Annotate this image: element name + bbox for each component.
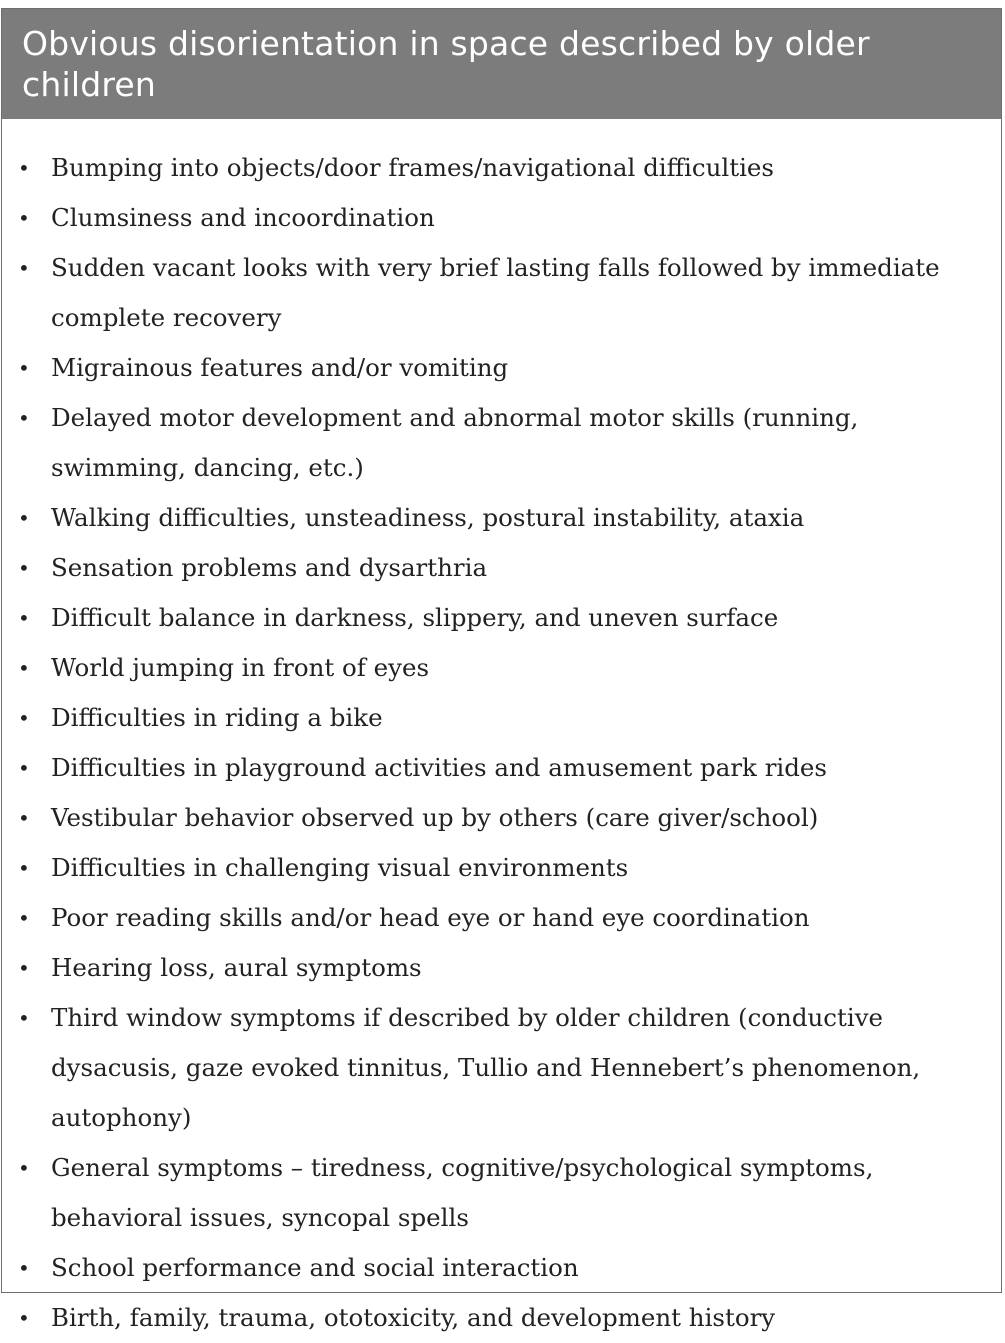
bullet-icon: • (18, 906, 30, 930)
list-item-text: Bumping into objects/door frames/navigational difficulties (51, 153, 774, 182)
list-item-text: Birth, family, trauma, ototoxicity, and development history (51, 1303, 776, 1332)
list-item (2, 893, 1001, 943)
list-item-text: Delayed motor development and abnormal motor skills (running, swimming, dancing, etc.) (51, 403, 859, 482)
bullet-icon: • (18, 356, 30, 380)
bullet-icon: • (18, 956, 30, 980)
bullet-icon: • (18, 756, 30, 780)
list-item-text: Third window symptoms if described by older children (conductive dysacusis, gaze evoked tinnitus, Tullio and Hennebert’s phenomenon, autophony) (51, 1003, 921, 1132)
list-item (2, 243, 1001, 343)
list-item-text: Walking difficulties, unsteadiness, postural instability, ataxia (51, 503, 805, 532)
list-item (2, 793, 1001, 843)
list-item-text: Vestibular behavior observed up by others (care giver/school) (51, 803, 819, 832)
bullet-icon: • (18, 856, 30, 880)
bullet-icon: • (18, 706, 30, 730)
bullet-icon: • (18, 406, 30, 430)
bullet-icon: • (18, 606, 30, 630)
list-item (2, 493, 1001, 543)
table-title: Obvious disorientation in space described by older children (22, 24, 870, 104)
list-item-text: Difficult balance in darkness, slippery, and uneven surface (51, 603, 779, 632)
list-item-text: Poor reading skills and/or head eye or hand eye coordination (51, 903, 810, 932)
list-item-text: School performance and social interaction (51, 1253, 579, 1282)
list-item (2, 193, 1001, 243)
list-item (2, 543, 1001, 593)
bullet-icon: • (18, 556, 30, 580)
table-header (2, 9, 1001, 119)
list-item-text: General symptoms – tiredness, cognitive/psychological symptoms, behavioral issues, syncopal spells (51, 1153, 874, 1232)
bullet-icon: • (18, 1006, 30, 1030)
list-item (2, 343, 1001, 393)
list-item (2, 943, 1001, 993)
bullet-icon: • (18, 1306, 30, 1330)
list-item-text: Difficulties in playground activities and amusement park rides (51, 753, 827, 782)
list-item (2, 593, 1001, 643)
symptom-table (1, 8, 1002, 1332)
bullet-icon: • (18, 1156, 30, 1180)
list-item-text: Difficulties in riding a bike (51, 703, 383, 732)
list-item (2, 743, 1001, 793)
list-item (2, 143, 1001, 193)
bullet-icon: • (18, 656, 30, 680)
bullet-icon: • (18, 1256, 30, 1280)
list-item-text: Hearing loss, aural symptoms (51, 953, 422, 982)
list-item-text: Clumsiness and incoordination (51, 203, 435, 232)
list-item-text: Migrainous features and/or vomiting (51, 353, 509, 382)
list-item-text: Sensation problems and dysarthria (51, 553, 488, 582)
symptom-list (2, 143, 1001, 1343)
list-item (2, 643, 1001, 693)
list-item (2, 393, 1001, 493)
bullet-icon: • (18, 256, 30, 280)
table-body (2, 119, 1001, 1343)
bullet-icon: • (18, 206, 30, 230)
bullet-icon: • (18, 506, 30, 530)
list-item-text: Sudden vacant looks with very brief lasting falls followed by immediate complete recovery (51, 253, 940, 332)
list-item (2, 1243, 1001, 1293)
list-item (2, 843, 1001, 893)
list-item (2, 1293, 1001, 1343)
list-item (2, 693, 1001, 743)
bullet-icon: • (18, 156, 30, 180)
bullet-icon: • (18, 806, 30, 830)
list-item-text: World jumping in front of eyes (51, 653, 430, 682)
list-item-text: Difficulties in challenging visual environments (51, 853, 629, 882)
list-item (2, 1143, 1001, 1243)
list-item (2, 993, 1001, 1143)
